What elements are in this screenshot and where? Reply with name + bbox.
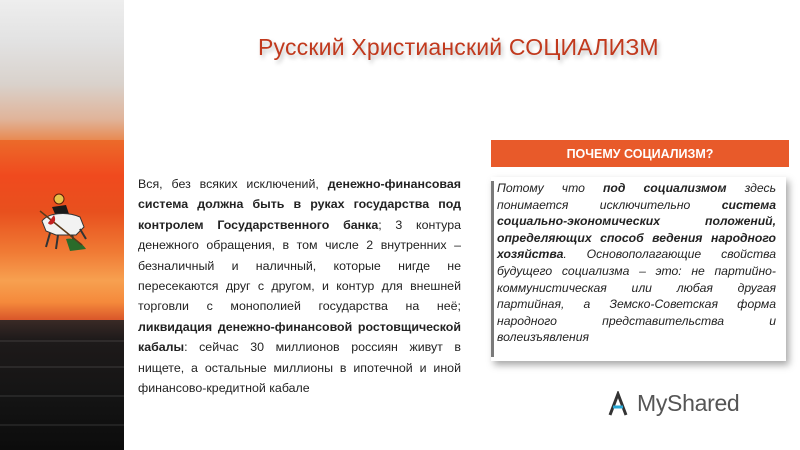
main-text-bold: ликвидация денежно-финансовой ростовщической кабалы (138, 319, 461, 355)
sea-band (0, 320, 124, 450)
quote-bar (491, 181, 494, 357)
quote-part: здесь понимается исключительно (497, 181, 777, 212)
emblem-icon (36, 193, 92, 253)
myshared-text: MyShared (637, 390, 740, 416)
wave-line (0, 366, 124, 368)
myshared-watermark[interactable] (605, 390, 739, 417)
wave-line (0, 395, 124, 397)
main-text-part: ; 3 контура денежного обращения, в том числе 2 внутренних – безналичный и наличный, которые нигде не пересекаются друг с другом, и контур для внешней торговли с монополией государства на неё; (138, 217, 461, 314)
sky-band (0, 0, 124, 140)
wave-line (0, 340, 124, 342)
quote-bold: под социализмом (602, 181, 727, 195)
slide-title: Русский Христианский СОЦИАЛИЗМ (258, 34, 659, 60)
quote-box (491, 177, 786, 361)
box-header: ПОЧЕМУ СОЦИАЛИЗМ? (491, 140, 789, 167)
main-text (138, 174, 461, 398)
main-text-part: Вся, без всяких исключений, (138, 177, 328, 191)
quote-part: . Основополагающие свойства будущего социализма – это: не партийно-коммунистическая или любая другая партийная, а Земско-Советская форма народного представительства и волеизъявления (497, 247, 776, 345)
quote-text (497, 180, 776, 346)
quote-part: Потому что (497, 181, 603, 195)
main-text-part: : сейчас 30 миллионов россиян живут в нищете, а остальные миллионы в ипотечной и иной финансово-кредитной кабале (138, 340, 461, 396)
quote-bold: система социально-экономических положений, определяющих способ ведения народного хозяйства (497, 197, 776, 262)
wave-line (0, 424, 124, 426)
myshared-logo-icon (605, 391, 631, 417)
main-text-bold: денежно-финансовая система должна быть в руках государства под контролем Государственного банка (138, 177, 461, 232)
